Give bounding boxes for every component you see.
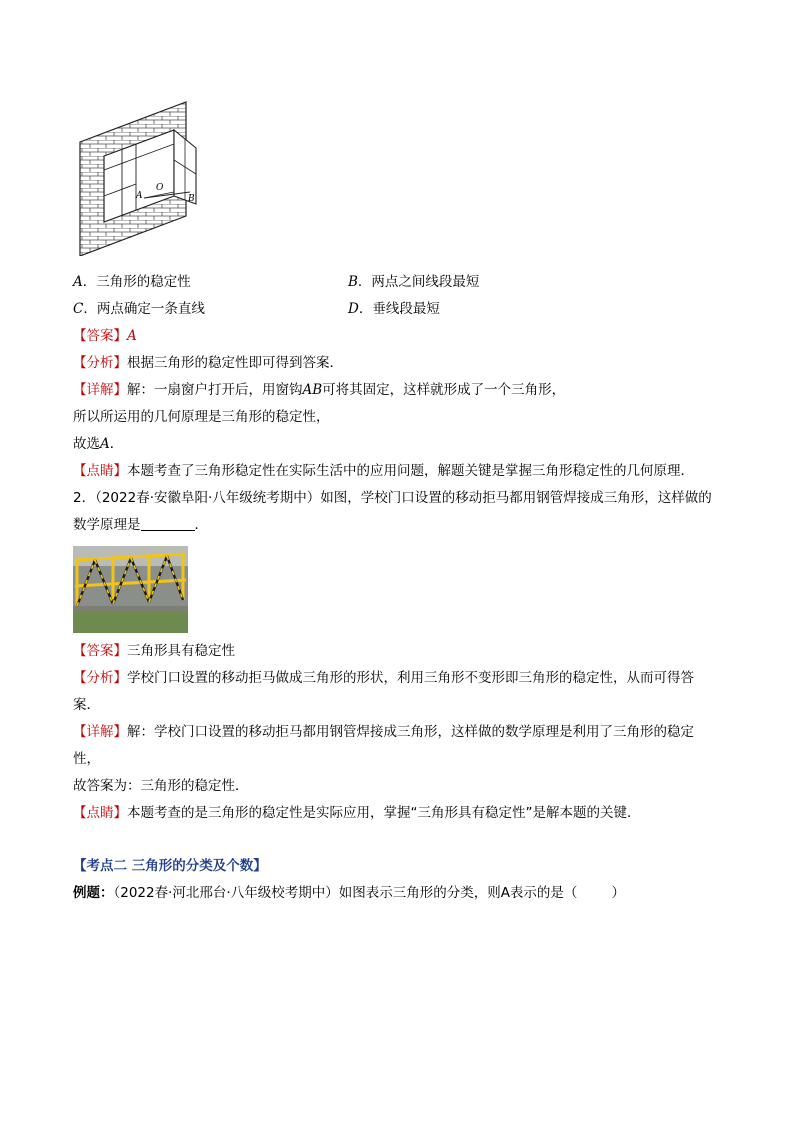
option-c: C．两点确定一条直线 xyxy=(73,301,205,317)
point-a-label: A xyxy=(136,191,143,201)
example-line: 例题：（2022春·河北邢台·八年级校考期中）如图表示三角形的分类，则A表示的是（ ） xyxy=(73,885,625,901)
window-wall-figure xyxy=(78,100,202,256)
q2-detail-line1: 【详解】解：学校门口设置的移动拒马都用钢管焊接成三角形，这样做的数学原理是利用了三角形的稳定 xyxy=(73,724,694,740)
q2-stem-line1: 2．（2022春·安徽阜阳·八年级统考期中）如图，学校门口设置的移动拒马都用钢管焊接成三角形，这样做的 xyxy=(73,490,712,506)
q2-answer: 【答案】三角形具有稳定性 xyxy=(73,643,235,659)
q1-answer: 【答案】A xyxy=(73,328,137,344)
answer-blank xyxy=(141,516,195,531)
point-b-label: B xyxy=(188,194,195,204)
barrier-photo xyxy=(73,546,188,633)
option-d: D．垂线段最短 xyxy=(348,301,440,317)
q1-detail-line1: 【详解】解：一扇窗户打开后，用窗钩AB可将其固定，这样就形成了一个三角形， xyxy=(73,382,566,398)
q1-detail-line2: 所以所运用的几何原理是三角形的稳定性， xyxy=(73,409,330,425)
q2-analysis-line2: 案． xyxy=(73,697,100,713)
q1-analysis: 【分析】根据三角形的稳定性即可得到答案． xyxy=(73,355,343,371)
point-o-label: O xyxy=(156,183,164,193)
q1-comment: 【点睛】本题考查了三角形稳定性在实际生活中的应用问题，解题关键是掌握三角形稳定性的几何原理． xyxy=(73,463,694,479)
q2-detail-line3: 故答案为：三角形的稳定性． xyxy=(73,778,249,794)
q2-stem-line2: 数学原理是 ． xyxy=(73,517,208,533)
q2-analysis-line1: 【分析】学校门口设置的移动拒马做成三角形的形状，利用三角形不变形即三角形的稳定性，从而可得答 xyxy=(73,670,694,686)
option-a: A．三角形的稳定性 xyxy=(73,274,191,290)
option-b: B．两点之间线段最短 xyxy=(348,274,480,290)
q1-detail-line3: 故选A． xyxy=(73,436,124,452)
q2-comment: 【点睛】本题考查的是三角形的稳定性是实际应用，掌握“三角形具有稳定性”是解本题的关键． xyxy=(73,805,641,821)
q2-detail-line2: 性， xyxy=(73,751,100,767)
section-heading: 【考点二 三角形的分类及个数】 xyxy=(73,858,267,874)
